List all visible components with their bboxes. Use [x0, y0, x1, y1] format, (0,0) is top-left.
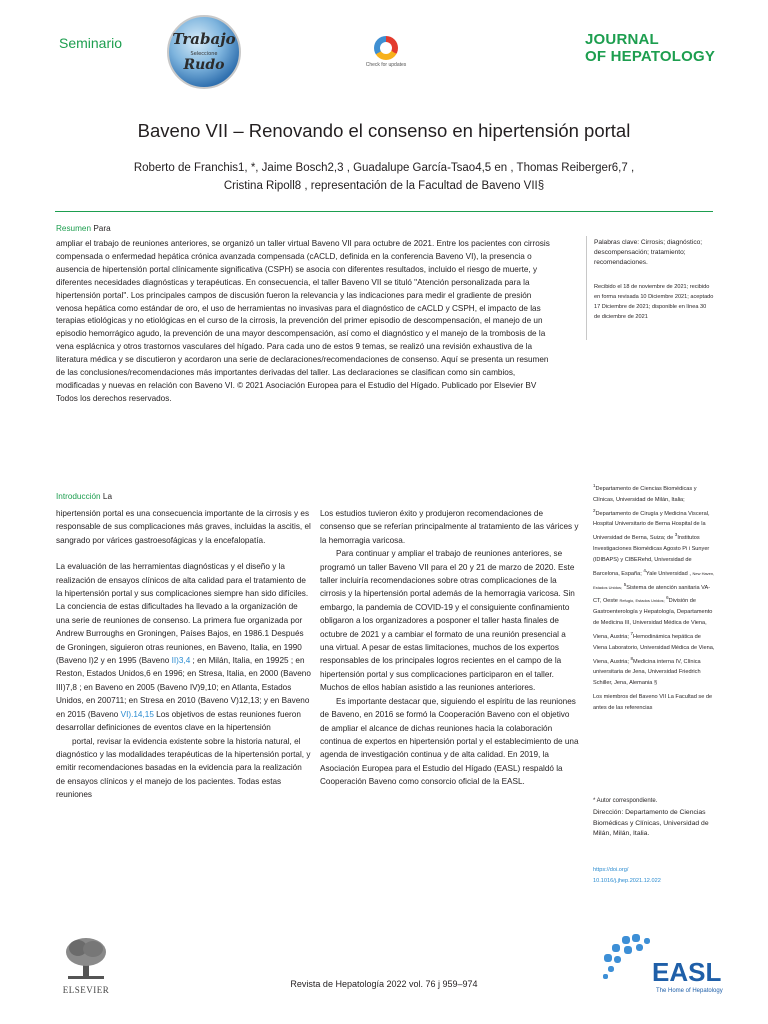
section-label: Seminario — [59, 35, 123, 51]
affiliation-text: New Haven, Estados Unidos; — [593, 570, 715, 590]
doi-link[interactable] — [593, 865, 713, 886]
affiliation-number: 1 — [593, 483, 596, 488]
crossmark-icon — [374, 36, 398, 60]
introduction-column-1 — [56, 507, 311, 802]
author-list-line-1: Roberto de Franchis1, *, Jaime Bosch2,3 , Guadalupe García-Tsao4,5 en , Thomas Reiberger6,7 , — [133, 162, 635, 174]
journal-title-line-2: OF HEPATOLOGY — [585, 48, 716, 65]
doi-suffix[interactable]: 10.1016/j.jhep.2021.12.022 — [593, 877, 661, 884]
introduction-label: Introducción — [56, 492, 101, 501]
abstract-lead: Para — [91, 224, 111, 233]
members-note: Los miembros del Baveno VII La Facultad se de antes de las referencias — [593, 694, 713, 712]
article-title: Baveno VII – Renovando el consenso en hipertensión portal — [137, 120, 631, 141]
affiliation-number: 6 — [666, 595, 669, 601]
affiliations — [593, 481, 715, 714]
abstract-body — [56, 238, 556, 406]
paragraph — [56, 560, 311, 734]
abstract-line: vena esplácnica y otros trastornos vasculares del hígado. Para cada uno de estos 9 temas, se realizó una revisión exhaustiva de la — [56, 342, 533, 352]
abstract-line: ampliar el trabajo de reuniones anteriores, se organizó un taller virtual Baveno VII para octubre de 2021. Entre los pacientes con cirrosis — [56, 239, 550, 248]
correspondence-address: Dirección: Departamento de Ciencias Biomédicas y Clínicas, Universidad de Milán, Milán, Italia. — [593, 809, 709, 837]
abstract-line: compensada o enfermedad hepática crónica avanzada compensada (cACLD, definida en la conferencia Baveno VI), la presencia o — [56, 251, 532, 261]
affiliation-text: Institutos Investigaciones Biomédicas Agosto Pi i Sunyer (IDIBAPS) y CIBERehd, Universidad de Barcelona, España; — [593, 535, 710, 577]
abstract-line: modificadas y nuevas en relación con Baveno VI. © 2021 Asociación Europea para el Estudio del Hígado. Publicado por Elsevier BV — [56, 380, 537, 390]
article-history: Recibido el 18 de noviembre de 2021; recibido en forma revisada 10 Diciembre 2021; aceptado 17 Diciembre de 2021; disponible en línea 30 de diciembre de 2021 — [594, 284, 714, 320]
keywords: Palabras clave: Cirrosis; diagnóstico; descompensación; tratamiento; recomendaciones. — [594, 239, 703, 266]
journal-title — [585, 31, 715, 65]
trabajo-rudo-logo — [166, 14, 242, 90]
affiliation — [593, 481, 715, 689]
introduction-lead: La — [100, 492, 112, 501]
affiliation-number: 4 — [643, 567, 646, 573]
elsevier-name: ELSEVIER — [62, 985, 110, 995]
affiliation-text: Refugio, Estados Unidos; — [619, 598, 665, 604]
svg-text:Trabajo: Trabajo — [172, 30, 236, 48]
check-for-updates-badge[interactable] — [365, 36, 407, 68]
introduction-heading — [56, 492, 112, 501]
abstract-line: Todos los derechos reservados. — [56, 393, 172, 403]
affiliation-number: 5 — [623, 581, 627, 587]
paragraph-text: ; en Milán, Italia, en 19925 ; en Reston, Estados Unidos,6 en 1996; en Stresa, Italia, en 2000 (Baveno III)7,8 ; en Baveno en 2005 (Baveno IV)9,10; en Atlanta, Estados Unidos, en 200711; en Stresa en 2010 (Baveno V)12,13; y en Baveno en 2015 (Baveno — [56, 656, 311, 719]
reference-link[interactable]: VI).14,15 — [120, 709, 154, 719]
paragraph: Para continuar y ampliar el trabajo de reuniones anteriores, se programó un taller Baveno VII para el 20 y 21 de marzo de 2020. Este taller incluiría recomendaciones sobre otras complicaciones de la cirrosis y la hipertensión portal además de la hemorragia varicosa. Sin embargo, la pandemia de COVID-19 y el consiguiente confinamiento obligaron a los organizadores a posponer el taller hasta finales de octubre de 2021 y a cambiar el formato de una reunión presencial a una virtual. A pesar de estas limitaciones, muchos de los expertos responsables de los principales logros recientes en el campo de la hipertensión portal y sus complicaciones participaron en el taller. — [320, 549, 575, 679]
affiliation-text: División de Gastroenterología y Hepatología, Departamento de Medicina III, Universidad Médica de Viena, Viena, Austria; — [593, 598, 713, 640]
affiliation-text: Departamento de Ciencias Biomédicas y Clínicas, Universidad de Milán, Italia; — [593, 485, 697, 503]
paragraph-text: La evaluación de las herramientas diagnósticas y el diseño y la realización de ensayos clínicos de alta calidad para el tratamiento de la hipertensión portal y sus complicaciones siempre han sido difíciles. La conciencia de estas dificultades ha llevado a la organización de una serie de reuniones de consenso. La primera fue organizada por Andrew Burroughs en Groningen, Países Bajos, en 1986.1 Después de Groningen, siguieron otras reuniones, en Baveno, Italia, en 1990 (Baveno I)2 y en 1995 (Baveno — [56, 562, 309, 666]
affiliation-text: Hemodinámica hepática de Viena Laboratorio, Universidad Médica de Viena, Viena, Austria; — [593, 633, 715, 665]
abstract-line: hipertensión portal". Los principales campos de discusión fueron la relevancia y las indicaciones para medir el gradiente de presión — [56, 290, 532, 300]
svg-text:The Home of Hepatology: The Home of Hepatology — [656, 988, 723, 994]
affiliation-text: Departamento de Cirugía y Medicina Visceral, Hospital Universitario de Berna Hospital de la Universidad de Berna, Suiza; de — [593, 510, 710, 542]
abstract-line: ausencia de hipertensión portal clínicamente significativa (CSPH) se asocia con diferentes resultados, incluido el riesgo de muerte, y — [56, 264, 538, 274]
paragraph-text: Los objetivos de estas reuniones fueron desarrollar definiciones de eventos clave en la hipertensión — [56, 709, 301, 733]
abstract-line: terapias etiológicas y no etiológicas en el curso de la cirrosis, la prevención del primer episodio de descompensación, el manejo de un — [56, 316, 543, 326]
abstract-line: episodio hemorrágico agudo, la prevención de una mayor descompensación, así como el diagnóstico y el manejo de la trombosis de la — [56, 329, 546, 339]
abstract-line: venosa hepática como estándar de oro, el uso de herramientas no invasivas para el diagnóstico de cACLD y CSPH, el impacto de las — [56, 303, 541, 313]
svg-text:Rudo: Rudo — [183, 57, 225, 73]
paragraph: Los estudios tuvieron éxito y produjeron recomendaciones de consenso que se referían principalmente al tratamiento de las várices y la hemorragia varicosa. — [320, 509, 579, 545]
affiliation-number: 8 — [630, 655, 634, 661]
doi-prefix[interactable]: https://doi.org/ — [593, 867, 629, 873]
header-divider — [55, 211, 713, 212]
easl-dots-icon — [603, 934, 650, 979]
svg-text:Seleccione: Seleccione — [190, 51, 218, 57]
abstract-side-divider — [586, 236, 587, 340]
journal-title-line-1: JOURNAL — [585, 31, 659, 48]
abstract-line: literatura médica y se discutieron y acordaron una serie de declaraciones/recomendaciones de consenso. Aquí se presenta un resumen — [56, 355, 549, 365]
affiliation-text: Sistema de atención sanitaria VA-CT, Oeste — [593, 584, 711, 605]
abstract-line: de las conclusiones/recomendaciones más importantes derivadas del taller. Las declaraciones se clasifican como sin cambios, — [56, 368, 516, 378]
paragraph: Muchos de ellos habían asistido a las reuniones anteriores. — [320, 683, 536, 693]
affiliation-text: Medicina interna IV, Clínica universitaria de Jena, Universidad Friedrich Schiller, Jena, Alemania § — [593, 658, 701, 687]
paragraph: portal, revisar la evidencia existente sobre la historia natural, el diagnóstico y las modalidades terapéuticas de la hipertensión portal, y emitir recomendaciones basadas en la evidencia para la realización de ensayos clínicos y el manejo de los pacientes. Todas estas reuniones — [56, 736, 311, 800]
affiliation-number: 7 — [630, 631, 634, 637]
affiliation-text: Yale Universidad , — [645, 570, 691, 577]
svg-text:EASL: EASL — [652, 957, 722, 987]
introduction-column-2 — [320, 507, 580, 789]
easl-logo — [600, 930, 723, 1000]
author-list-line-2: Cristina Ripoll8 , representación de la Facultad de Baveno VII§ — [223, 180, 545, 192]
reference-link[interactable]: II)3,4 — [171, 656, 191, 666]
abstract-label: Resumen — [56, 224, 92, 233]
crossmark-label: Check for updates — [365, 62, 407, 68]
paragraph: hipertensión portal es una consecuencia importante de la cirrosis y es responsable de sus complicaciones más graves, incluidas la ascitis, el sangrado por várices gastroesofágicas y la encefalopatía. — [56, 509, 311, 545]
abstract-line: diferentes necesidades diagnósticas y terapéuticas. En consecuencia, el taller Baveno VII se tituló "Atención personalizada para la — [56, 277, 530, 287]
elsevier-tree-icon — [62, 936, 110, 980]
affiliation-number: 3 — [674, 532, 678, 538]
abstract-heading — [56, 224, 111, 233]
corresponding-author-note: * Autor correspondiente. — [593, 798, 658, 804]
footer-citation: Revista de Hepatología 2022 vol. 76 j 959–974 — [290, 979, 478, 989]
paragraph: Es importante destacar que, siguiendo el espíritu de las reuniones de Baveno, en 2016 se formó la Cooperación Baveno con el objetivo de ampliar el alcance de dichas reuniones hacia la colaboración continua de expertos en hipertensión portal y el establecimiento de una agenda de investigación continua y de alta calidad. En 2019, la Asociación Europea para el Estudio del Hígado (EASL) respaldó la Cooperación Baveno como consorcio oficial de la EASL. — [320, 696, 579, 787]
affiliation-number: 2 — [593, 507, 596, 513]
